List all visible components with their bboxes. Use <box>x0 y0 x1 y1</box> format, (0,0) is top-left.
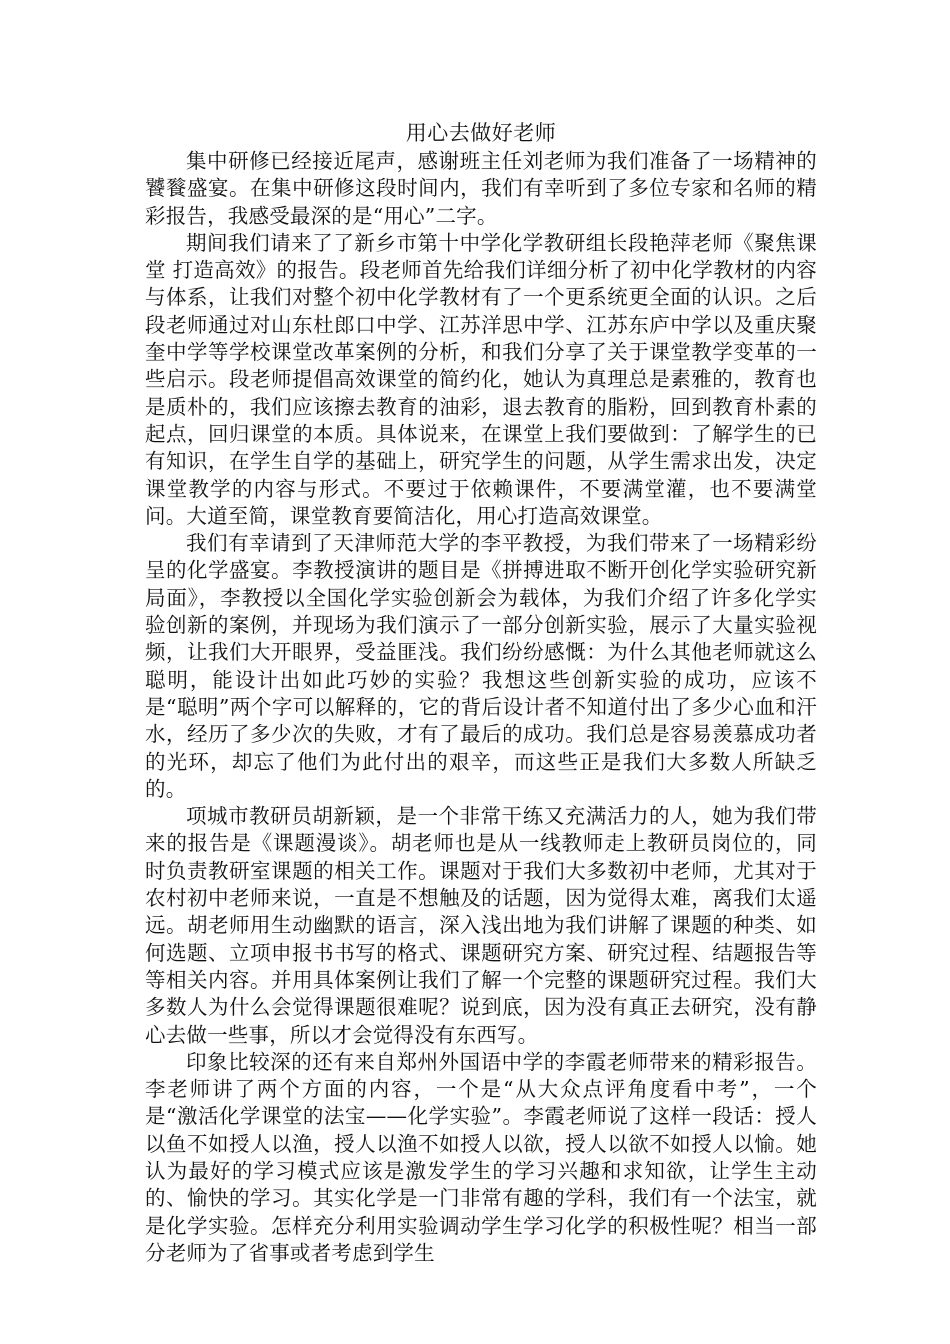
document-body <box>145 118 817 1267</box>
paragraph-duan-report: 期间我们请来了了新乡市第十中学化学教研组长段艳萍老师《聚焦课堂 打造高效》的报告。段老师首先给我们详细分析了初中化学教材的内容与体系，让我们对整个初中化学教材有了一个更系统更全面的认识。之后段老师通过对山东杜郎口中学、江苏洋思中学、江苏东庐中学以及重庆聚奎中学等学校课堂改革案例的分析，和我们分享了关于课堂教学变革的一些启示。段老师提倡高效课堂的简约化，她认为真理总是素雅的，教育也是质朴的，我们应该擦去教育的油彩，退去教育的脂粉，回到教育朴素的起点，回归课堂的本质。具体说来，在课堂上我们要做到：了解学生的已有知识，在学生自学的基础上，研究学生的问题，从学生需求出发，决定课堂教学的内容与形式。不要过于依赖课件，不要满堂灌，也不要满堂问。大道至简，课堂教育要简洁化，用心打造高效课堂。 <box>145 230 817 528</box>
document-title: 用心去做好老师 <box>405 121 557 145</box>
paragraph-intro: 集中研修已经接近尾声，感谢班主任刘老师为我们准备了一场精神的饕餮盛宴。在集中研修这段时间内，我们有幸听到了多位专家和名师的精彩报告，我感受最深的是“用心”二字。 <box>145 149 817 228</box>
paragraph-hu-report: 项城市教研员胡新颖，是一个非常干练又充满活力的人，她为我们带来的报告是《课题漫谈》。胡老师也是从一线教师走上教研员岗位的，同时负责教研室课题的相关工作。课题对于我们大多数初中老师，尤其对于农村初中老师来说，一直是不想触及的话题，因为觉得太难，离我们太遥远。胡老师用生动幽默的语言，深入浅出地为我们讲解了课题的种类、如何选题、立项申报书书写的格式、课题研究方案、研究过程、结题报告等等相关内容。并用具体案例让我们了解一个完整的课题研究过程。我们大多数人为什么会觉得课题很难呢？说到底，因为没有真正去研究，没有静心去做一些事，所以才会觉得没有东西写。 <box>145 804 817 1047</box>
paragraph-li-xia-report: 印象比较深的还有来自郑州外国语中学的李霞老师带来的精彩报告。李老师讲了两个方面的内容，一个是“从大众点评角度看中考”，一个是“激活化学课堂的法宝——化学实验”。李霞老师说了这样一段话：授人以鱼不如授人以渔，授人以渔不如授人以欲，授人以欲不如授人以愉。她认为最好的学习模式应该是激发学生的学习兴趣和求知欲，让学生主动的、愉快的学习。其实化学是一门非常有趣的学科，我们有一个法宝，就是化学实验。怎样充分利用实验调动学生学习化学的积极性呢？相当一部分老师为了省事或者考虑到学生 <box>145 1049 817 1265</box>
paragraph-li-ping-report: 我们有幸请到了天津师范大学的李平教授，为我们带来了一场精彩纷呈的化学盛宴。李教授演讲的题目是《拼搏进取不断开创化学实验研究新局面》，李教授以全国化学实验创新会为载体，为我们介绍了许多化学实验创新的案例，并现场为我们演示了一部分创新实验，展示了大量实验视频，让我们大开眼界，受益匪浅。我们纷纷感慨：为什么其他老师就这么聪明，能设计出如此巧妙的实验？我想这些创新实验的成功，应该不是“聪明”两个字可以解释的，它的背后设计者不知道付出了多少心血和汗水，经历了多少次的失败，才有了最后的成功。我们总是容易羡慕成功者的光环，却忘了他们为此付出的艰辛，而这些正是我们大多数人所缺乏的。 <box>145 531 817 801</box>
